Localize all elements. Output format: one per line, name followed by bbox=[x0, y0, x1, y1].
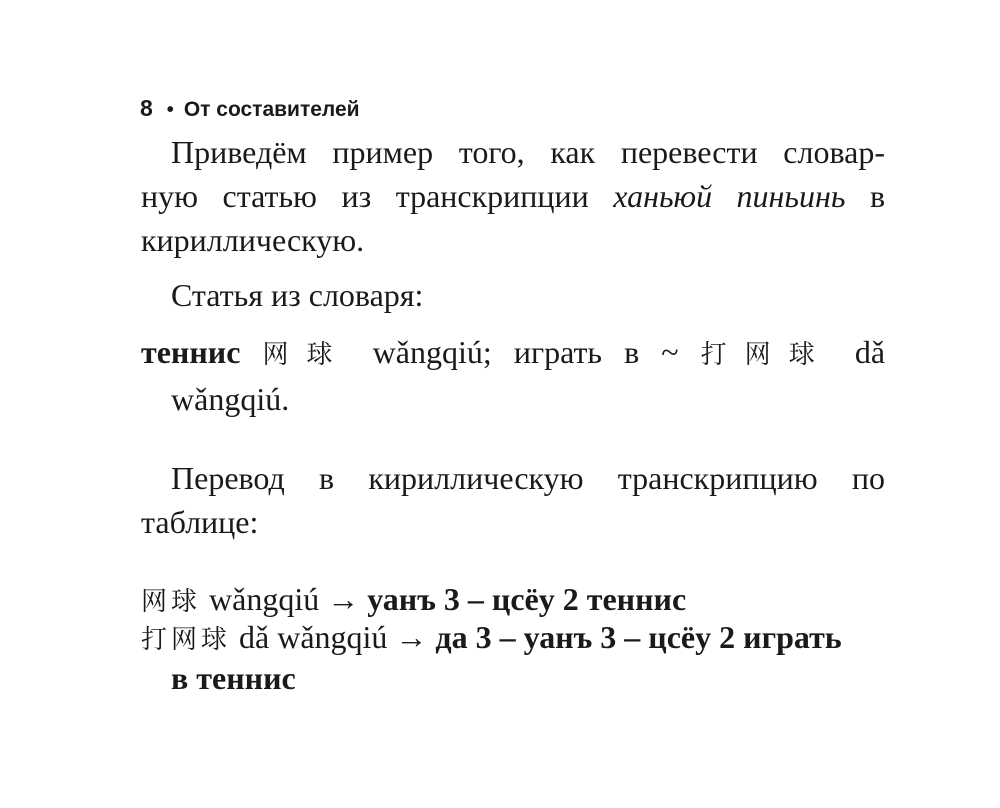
entry-headword: теннис bbox=[141, 334, 241, 370]
example-1-pinyin: wǎngqiú → bbox=[209, 581, 360, 617]
dictionary-entry bbox=[141, 330, 885, 421]
example-2-result: да 3 – уанъ 3 – цсёу 2 играть bbox=[435, 619, 842, 655]
entry-pinyin-2a: dǎ bbox=[854, 334, 886, 370]
example-2-line-1 bbox=[141, 618, 901, 659]
entry-pinyin-1: wǎngqiú; играть в ~ bbox=[372, 334, 679, 370]
example-1-hanzi: 网球 bbox=[141, 587, 202, 617]
intro-line-2 bbox=[141, 174, 885, 218]
example-2-result-continued: в теннис bbox=[171, 660, 296, 696]
entry-hanzi-1: 网球 bbox=[262, 340, 351, 370]
entry-line-1 bbox=[141, 330, 885, 377]
translation-label bbox=[141, 456, 885, 544]
intro-line-1: Приведём пример того, как перевести словар- bbox=[171, 134, 885, 170]
dictionary-label bbox=[141, 273, 885, 317]
intro-paragraph bbox=[141, 130, 885, 262]
running-header bbox=[140, 94, 360, 124]
dictionary-label-text: Статья из словаря: bbox=[171, 277, 424, 313]
entry-line-2: wǎngqiú. bbox=[171, 381, 290, 417]
entry-hanzi-2: 打网球 bbox=[700, 340, 833, 370]
intro-line-3: кириллическую. bbox=[141, 222, 365, 258]
translation-label-line-2: таблице: bbox=[141, 504, 259, 540]
page-number: 8 bbox=[140, 95, 153, 121]
example-2-pinyin: dǎ wǎngqiú → bbox=[239, 619, 428, 655]
example-2-hanzi: 打网球 bbox=[141, 625, 232, 655]
bullet-icon: • bbox=[166, 99, 174, 121]
section-title: От составителей bbox=[183, 98, 360, 121]
example-1 bbox=[141, 580, 901, 621]
intro-line-2-text: ную статью из транскрипции bbox=[141, 178, 589, 214]
example-1-result: уанъ 3 – цсёу 2 теннис bbox=[367, 581, 687, 617]
intro-line-2-end: в bbox=[869, 178, 886, 214]
pinyin-term: ханьюй пиньинь bbox=[613, 178, 846, 214]
example-2 bbox=[141, 618, 901, 697]
translation-label-line-1: Перевод в кириллическую транскрипцию по bbox=[171, 460, 885, 496]
